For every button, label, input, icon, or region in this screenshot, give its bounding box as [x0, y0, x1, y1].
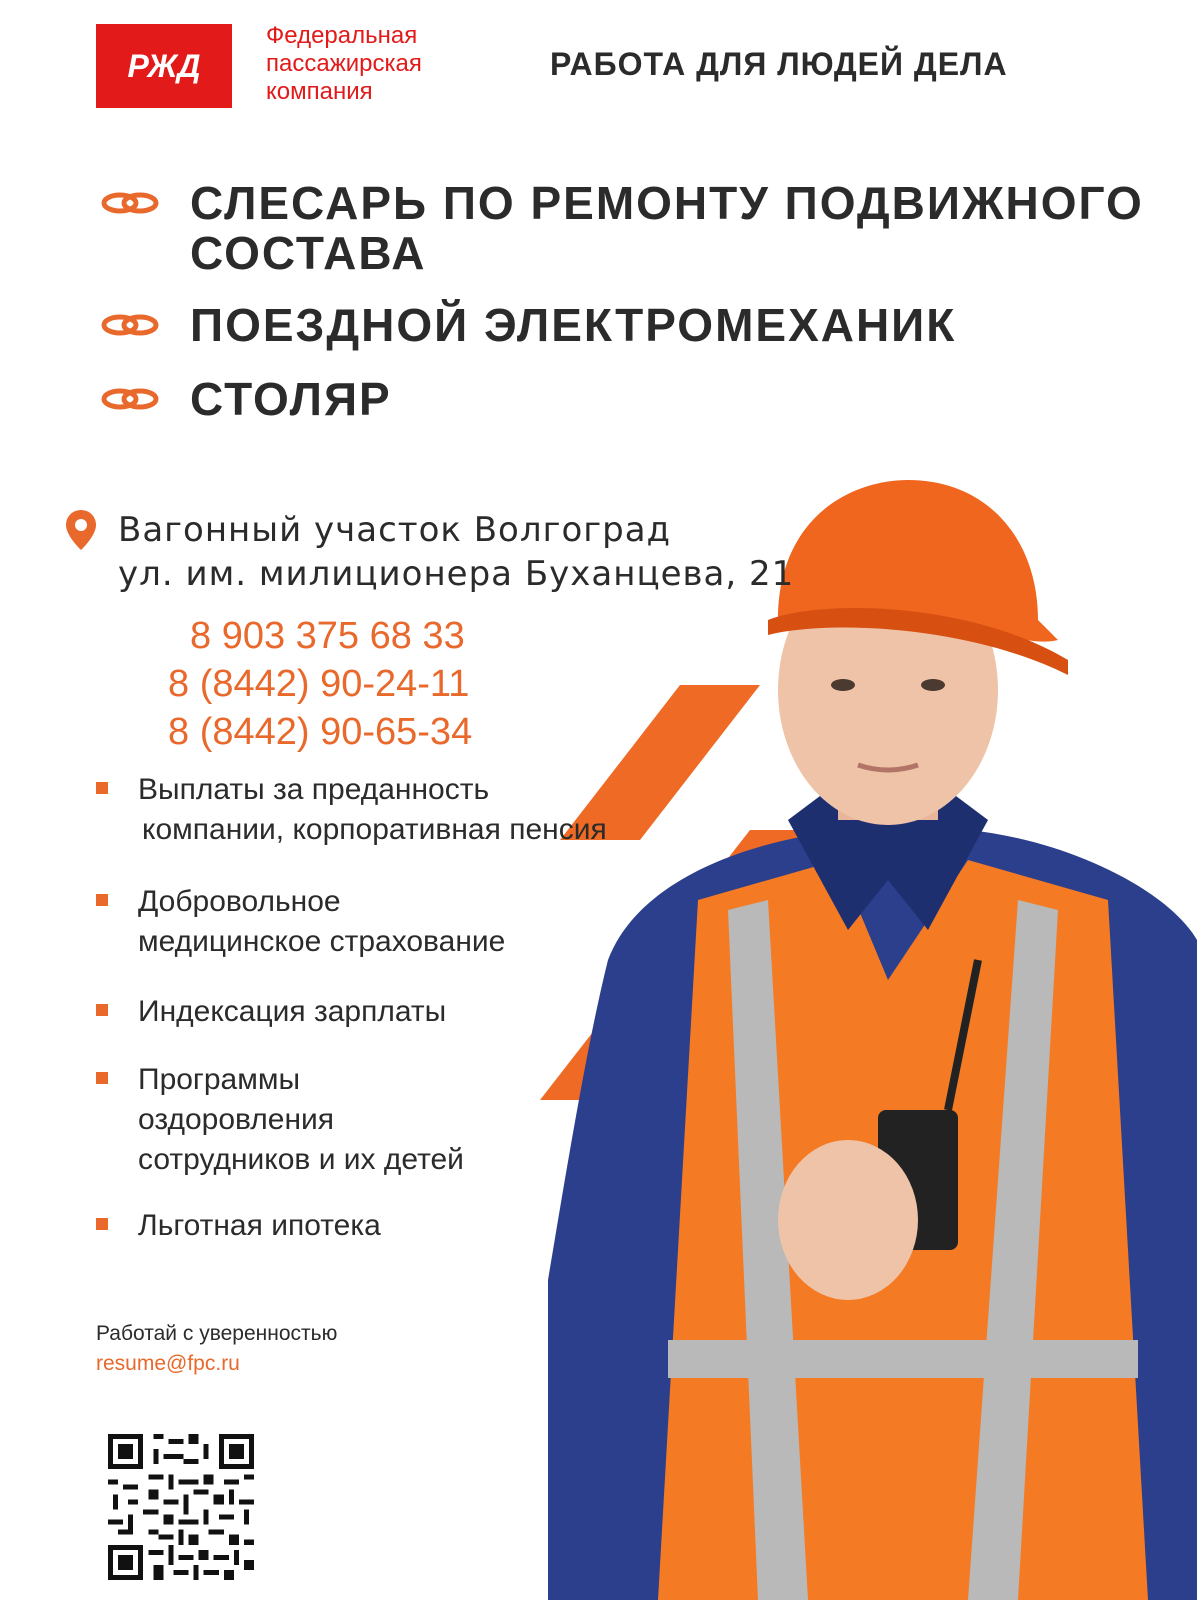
vacancy-item: [100, 374, 1170, 424]
bullet-square-icon: [96, 1218, 108, 1230]
chain-link-icon: [100, 188, 160, 218]
vacancy-title-line: СЛЕСАРЬ ПО РЕМОНТУ ПОДВИЖНОГО: [190, 177, 1144, 229]
benefit-line: Выплаты за преданность: [138, 773, 490, 806]
vacancy-item: [100, 300, 1170, 350]
benefit-line: Индексация зарплаты: [138, 995, 447, 1028]
phone-number[interactable]: 8 (8442) 90-24-11: [168, 663, 470, 705]
bullet-square-icon: [96, 1072, 108, 1084]
benefit-item: [96, 882, 505, 962]
benefit-line: Программы: [138, 1063, 301, 1096]
benefit-line: компании, корпоративная пенсия: [142, 813, 607, 846]
benefit-item: [96, 1206, 381, 1246]
worker-photo: [548, 460, 1197, 1600]
bullet-square-icon: [96, 894, 108, 906]
company-name-line: пассажирская: [266, 50, 422, 77]
vacancy-list: [100, 178, 1170, 446]
company-name-line: Федеральная: [266, 22, 418, 49]
logo-text: РЖД: [127, 48, 201, 84]
benefit-item: [96, 992, 446, 1032]
phone-number[interactable]: 8 (8442) 90-65-34: [168, 711, 473, 753]
address-block: [118, 508, 794, 596]
rzd-logo-icon: [114, 44, 214, 88]
bullet-square-icon: [96, 782, 108, 794]
vacancy-title: ПОЕЗДНОЙ ЭЛЕКТРОМЕХАНИК: [190, 299, 957, 351]
benefit-line: оздоровления: [138, 1103, 335, 1136]
email-link[interactable]: resume@fpc.ru: [96, 1352, 240, 1375]
vacancy-title: [190, 178, 1144, 278]
vacancy-item: [100, 178, 1170, 278]
benefit-item: [96, 1060, 464, 1180]
benefit-item: [96, 770, 607, 850]
company-name-line: компания: [266, 78, 373, 105]
company-logo: [96, 24, 232, 108]
phone-number[interactable]: 8 903 375 68 33: [190, 615, 465, 657]
vacancy-title-line: СОСТАВА: [190, 227, 427, 279]
chain-link-icon: [100, 310, 160, 340]
vacancy-title: СТОЛЯР: [190, 373, 392, 425]
benefit-line: Добровольное: [138, 885, 341, 918]
bullet-square-icon: [96, 1004, 108, 1016]
tagline: Работай с уверенностью: [96, 1322, 338, 1345]
address-line: ул. им. милиционера Буханцева, 21: [118, 554, 795, 594]
benefit-line: сотрудников и их детей: [138, 1143, 464, 1176]
benefit-line: медицинское страхование: [138, 925, 506, 958]
slogan: РАБОТА ДЛЯ ЛЮДЕЙ ДЕЛА: [550, 46, 1008, 82]
benefit-line: Льготная ипотека: [138, 1209, 381, 1242]
qr-code[interactable]: [108, 1434, 254, 1580]
location-pin-icon: [66, 510, 96, 550]
chain-link-icon: [100, 384, 160, 414]
company-name: [266, 22, 422, 106]
address-line: Вагонный участок Волгоград: [118, 510, 672, 550]
